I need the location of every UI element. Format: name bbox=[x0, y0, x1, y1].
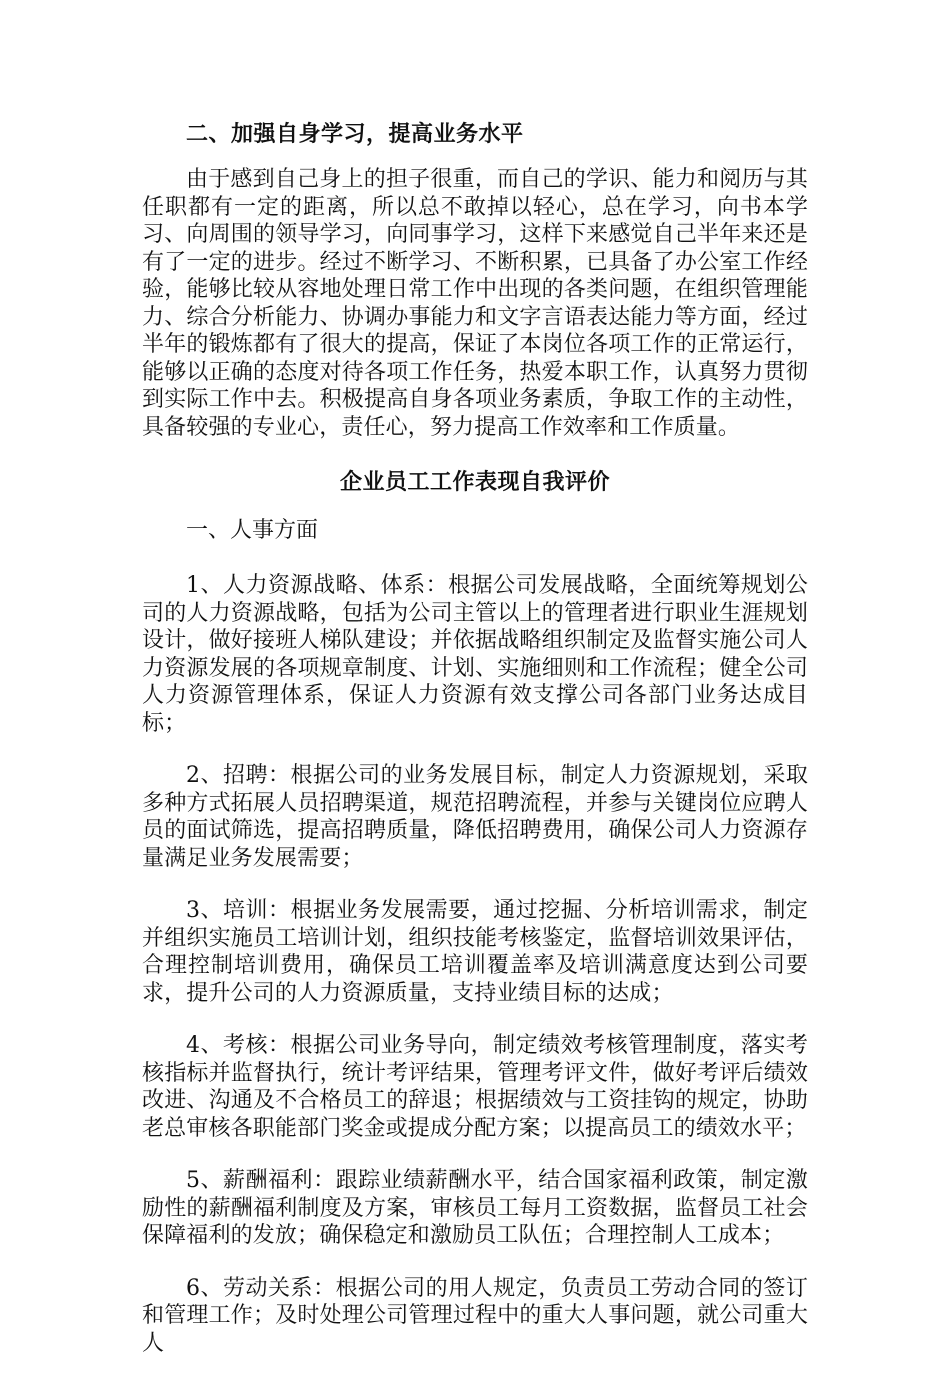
list-item: 6、劳动关系：根据公司的用人规定，负责员工劳动合同的签订和管理工作；及时处理公司管理过程中的重大人事问题，就公司重大人 bbox=[142, 1275, 808, 1356]
list-item: 5、薪酬福利：跟踪业绩薪酬水平，结合国家福利政策，制定激励性的薪酬福利制度及方案，审核员工每月工资数据，监督员工社会保障福利的发放；确保稳定和激励员工队伍；合理控制人工成本； bbox=[142, 1168, 808, 1248]
article-title: 企业员工工作表现自我评价 bbox=[339, 469, 610, 495]
list-item: 4、考核：根据公司业务导向，制定绩效考核管理制度，落实考核指标并监督执行，统计考评结果，管理考评文件，做好考评后绩效改进、沟通及不合格员工的辞退；根据绩效与工资挂钩的规定，协助老总审核各职能部门奖金或提成分配方案；以提高员工的绩效水平； bbox=[142, 1033, 808, 1141]
document-body bbox=[142, 118, 808, 1382]
body-paragraph: 由于感到自己身上的担子很重，而自己的学识、能力和阅历与其任职都有一定的距离，所以总不敢掉以轻心，总在学习，向书本学习、向周围的领导学习，向同事学习，这样下来感觉自己半年来还是有了一定的进步。经过不断学习、不断积累，已具备了办公室工作经验，能够比较从容地处理日常工作中出现的各类问题，在组织管理能力、综合分析能力、协调办事能力和文字言语表达能力等方面，经过半年的锻炼都有了很大的提高，保证了本岗位各项工作的正常运行，能够以正确的态度对待各项工作任务，热爱本职工作，认真努力贯彻到实际工作中去。积极提高自身各项业务素质，争取工作的主动性，具备较强的专业心，责任心，努力提高工作效率和工作质量。 bbox=[142, 167, 808, 440]
list-item: 2、招聘：根据公司的业务发展目标，制定人力资源规划，采取多种方式拓展人员招聘渠道，规范招聘流程，并参与关键岗位应聘人员的面试筛选，提高招聘质量，降低招聘费用，确保公司人力资源存量满足业务发展需要； bbox=[142, 763, 808, 871]
section-heading: 二、加强自身学习，提高业务水平 bbox=[186, 121, 524, 147]
part-heading: 一、人事方面 bbox=[186, 518, 319, 543]
list-item: 1、人力资源战略、体系：根据公司发展战略，全面统筹规划公司的人力资源战略，包括为公司主管以上的管理者进行职业生涯规划设计，做好接班人梯队建设；并依据战略组织制定及监督实施公司人力资源发展的各项规章制度、计划、实施细则和工作流程；健全公司人力资源管理体系，保证人力资源有效支撑公司各部门业务达成目标； bbox=[142, 573, 808, 736]
list-item: 3、培训：根据业务发展需要，通过挖掘、分析培训需求，制定并组织实施员工培训计划，组织技能考核鉴定，监督培训效果评估，合理控制培训费用，确保员工培训覆盖率及培训满意度达到公司要求，提升公司的人力资源质量，支持业绩目标的达成； bbox=[142, 898, 808, 1006]
